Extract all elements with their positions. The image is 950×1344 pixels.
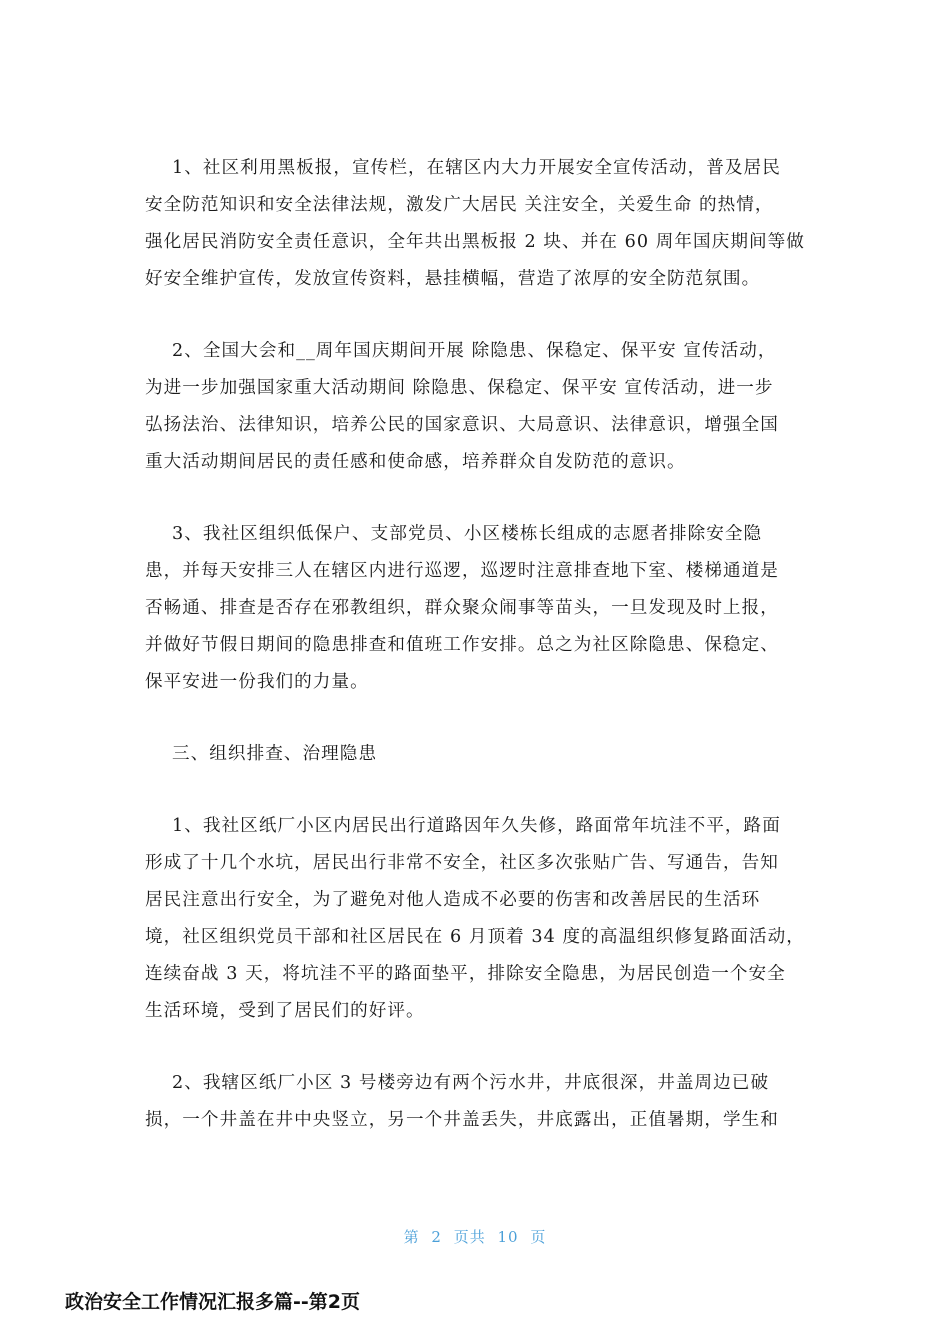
- text-line: 2、全国大会和__周年国庆期间开展 除隐患、保稳定、保平安 宣传活动，: [172, 341, 777, 361]
- paragraph-2: [145, 333, 805, 481]
- text-line: 居民注意出行安全，为了避免对他人造成不必要的伤害和改善居民的生活环: [145, 890, 761, 910]
- text-line: 弘扬法治、法律知识，培养公民的国家意识、大局意识、法律意识，增强全国: [145, 415, 779, 435]
- text-line: 保平安进一份我们的力量。: [145, 672, 369, 692]
- paragraph-3: [145, 516, 805, 701]
- text-line: 1、社区利用黑板报，宣传栏，在辖区内大力开展安全宣传活动，普及居民: [172, 158, 781, 178]
- text-line: 形成了十几个水坑，居民出行非常不安全，社区多次张贴广告、写通告，告知: [145, 853, 779, 873]
- text-line: 1、我社区纸厂小区内居民出行道路因年久失修，路面常年坑洼不平，路面: [172, 816, 781, 836]
- text-line: 患，并每天安排三人在辖区内进行巡逻，巡逻时注意排查地下室、楼梯通道是: [145, 561, 779, 581]
- text-line: 重大活动期间居民的责任感和使命感，培养群众自发防范的意识。: [145, 452, 686, 472]
- document-body: [145, 150, 805, 1174]
- text-line: 连续奋战 3 天，将坑洼不平的路面垫平，排除安全隐患，为居民创造一个安全: [145, 964, 786, 984]
- text-line: 2、我辖区纸厂小区 3 号楼旁边有两个污水井，井底很深，井盖周边已破: [172, 1073, 770, 1093]
- text-line: 并做好节假日期间的隐患排查和值班工作安排。总之为社区除隐患、保稳定、: [145, 635, 779, 655]
- paragraph-4: [145, 808, 805, 1030]
- paragraph-5: [145, 1065, 805, 1139]
- text-line: 生活环境，受到了居民们的好评。: [145, 1001, 425, 1021]
- text-line: 强化居民消防安全责任意识，全年共出黑板报 2 块、并在 60 周年国庆期间等做: [145, 232, 805, 252]
- page-number: 第 2 页共 10 页: [403, 1228, 547, 1246]
- text-line: 安全防范知识和安全法律法规，激发广大居民 关注安全，关爱生命 的热情，: [145, 195, 774, 215]
- text-line: 好安全维护宣传，发放宣传资料，悬挂横幅，营造了浓厚的安全防范氛围。: [145, 269, 761, 289]
- text-line: 3、我社区组织低保户、支部党员、小区楼栋长组成的志愿者排除安全隐: [172, 524, 763, 544]
- footer-title: 政治安全工作情况汇报多篇--第2页: [65, 1291, 360, 1313]
- paragraph-1: [145, 150, 805, 298]
- text-line: 为进一步加强国家重大活动期间 除隐患、保稳定、保平安 宣传活动，进一步: [145, 378, 774, 398]
- section-heading: 三、组织排查、治理隐患: [172, 744, 378, 764]
- text-line: 损，一个井盖在井中央竖立，另一个井盖丢失，井底露出，正值暑期，学生和: [145, 1110, 779, 1130]
- text-line: 境，社区组织党员干部和社区居民在 6 月顶着 34 度的高温组织修复路面活动，: [145, 927, 805, 947]
- text-line: 否畅通、排查是否存在邪教组织，群众聚众闹事等苗头，一旦发现及时上报，: [145, 598, 779, 618]
